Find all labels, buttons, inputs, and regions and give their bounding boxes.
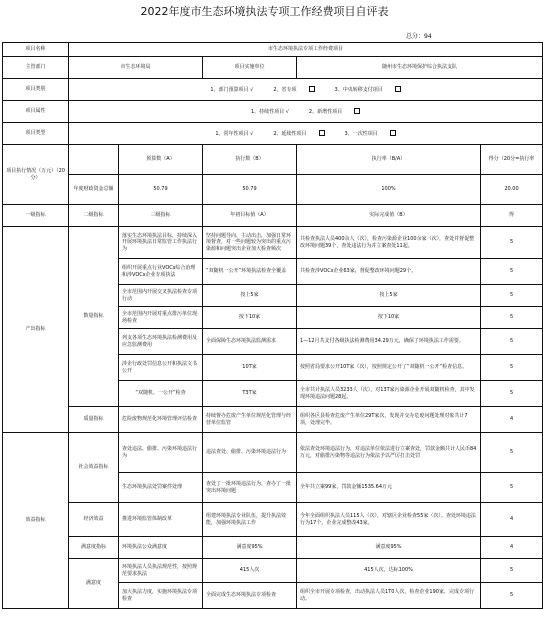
total-score: 总分：94 [406, 33, 432, 40]
type-option: 1、部门預算项目 √ [210, 86, 254, 93]
evaluation-table [2, 42, 543, 609]
row-score: 5 [481, 559, 543, 583]
hdr-lvl2: 二级指标 [69, 205, 119, 227]
budget-col-exec: 执行数（B） [203, 145, 297, 175]
budget-row-label: 年度财政资金总额 [69, 175, 119, 205]
checkbox-icon [309, 86, 315, 92]
row-score: 4 [481, 407, 543, 433]
impl-unit-label: 项目实施单位 [203, 57, 297, 79]
target-value: 全面完成生态环境执法专项检查 [203, 583, 297, 609]
actual-value: 按照省局要求公开10T家（次），按照规定公开了“双随机一公开”检查信息。 [297, 355, 481, 381]
row-score: 5 [481, 583, 543, 609]
target-value: 按下10家 [203, 307, 297, 329]
target-value: 查处了一批环境违法行为，查办了一批突出环境问题 [203, 473, 297, 503]
hdr-lvl1: 一级指标 [3, 205, 69, 227]
actual-value: 全年共立案99家，罚款金额1535.64万元 [297, 473, 481, 503]
kind-label: 项目类型 [3, 123, 69, 145]
project-name-label: 项目名称 [3, 43, 69, 57]
budget-col-score: 得分（20分=执行率 [481, 145, 543, 175]
row-budget [3, 175, 543, 205]
actual-value: 全市共计执法人员3233人（次），对13T家污染源企业开展双随机检查，其中发现环境违法问题28起。 [297, 381, 481, 407]
actual-value: 满意度95% [297, 537, 481, 559]
target-value: 违法查处、偷排、污染环境违法行为 [203, 433, 297, 473]
target-value: “双随机一公开”环境执法检查全覆盖 [203, 259, 297, 285]
impl-unit-value: 随州市生态环境保护综合执法支队 [297, 57, 543, 79]
target-value: 坚持问题导向、主动出击，加强日常环境督查，对一些问题较为突出的重点污染源和问题突出企业加大检查频次 [203, 227, 297, 259]
target-value: 满意度95% [203, 537, 297, 559]
target-value: 持续督办危废产生单位规范化管理与经营单位监管 [203, 407, 297, 433]
budget-plan: 50.79 [119, 175, 203, 205]
indicator: 推进环境监管体制改革 [119, 503, 203, 537]
row-score: 5 [481, 381, 543, 407]
kind-option: 3、一次性项目 [344, 130, 378, 137]
row-indicator-header [3, 205, 543, 227]
budget-col-plan: 预算数（A） [119, 145, 203, 175]
budget-score: 20.00 [481, 175, 543, 205]
attr-label: 项目属性 [3, 101, 69, 123]
actual-value: 415人次，达标100% [297, 559, 481, 583]
row-project-name [3, 43, 543, 57]
row-score: 5 [481, 259, 543, 285]
checkbox-icon [354, 108, 360, 114]
actual-value: 按上5家 [297, 285, 481, 307]
row-score: 5 [481, 227, 543, 259]
type-option: 2、省专项 [273, 86, 297, 93]
budget-rate: 100% [297, 175, 481, 205]
checkbox-icon [395, 86, 401, 92]
actual-value: 组织全市开展专项检查，出动执法人员1T0人次，检查企业190家，完成专项行动。 [297, 583, 481, 609]
actual-value: 依法查处环境违法行为，对违法单位依法进行立案查处，罚款金额共计人民币84万元，对偷排污染物等违法行为依法予以严厉打击处罚 [297, 433, 481, 473]
row-budget-header [3, 145, 543, 175]
target-value: 按上5家 [203, 285, 297, 307]
type-options [69, 79, 543, 101]
attr-options [69, 101, 543, 123]
group-output: 产出指标 [3, 227, 69, 433]
table-row [3, 503, 543, 537]
hdr-lvl3: 三级指标 [119, 205, 203, 227]
type-label: 项目类别 [3, 79, 69, 101]
hdr-score: 得 [481, 205, 543, 227]
page-title: 2022年度市生态环境执法专项工作经费项目自评表 [140, 5, 389, 18]
row-score: 4 [481, 503, 543, 537]
target-value: T3T家 [203, 381, 297, 407]
indicator: 环境执法公众满意度 [119, 537, 203, 559]
group-social: 社会效益指标 [69, 433, 119, 503]
group-qty: 数量指标 [69, 227, 119, 407]
budget-label: 项目执行情况（万元）（20分） [3, 145, 69, 205]
row-score: 5 [481, 355, 543, 381]
row-score: 5 [481, 329, 543, 355]
table-row [3, 559, 543, 583]
hdr-target: 年初目标值（A） [203, 205, 297, 227]
indicator: 生态环境执法处罚案件处理 [119, 473, 203, 503]
type-option: 3、中央转移支付项目 [334, 86, 383, 93]
indicator: 组织开展重点行业VOCs综合治理和涉VOCs企业专项执法 [119, 259, 203, 285]
target-value: 10T家 [203, 355, 297, 381]
row-kind [3, 123, 543, 145]
project-name: 市生态环境执法专项工作经费项目 [69, 43, 543, 57]
actual-value: 共检查执法人员400余人（次），检查污染源企业100余家（次），查处并督促整改环境问题39个，查处违法行为并立案查处11起。 [297, 227, 481, 259]
row-score: 4 [481, 537, 543, 559]
actual-value: 按下10家 [297, 307, 481, 329]
indicator: “双随机、一公开”检查 [119, 381, 203, 407]
attr-option: 2、新增性项目 [308, 108, 343, 115]
kind-options [69, 123, 543, 145]
kind-option: 1、常年性项目 √ [215, 130, 254, 137]
group-effect: 效益指标 [3, 433, 69, 609]
indicator: 列支各项生态环境执法检测费用及应急监测费用 [119, 329, 203, 355]
indicator: 环境执法人员执法规范性，按照规范要求执法 [119, 559, 203, 583]
row-attr [3, 101, 543, 123]
table-row [3, 433, 543, 473]
indicator: 全市范围内开展对重点排污单位现场检查 [119, 307, 203, 329]
table-row [3, 537, 543, 559]
dept-value: 市生态环境局 [69, 57, 203, 79]
actual-value: 组织各区县检查危废产生单位29T家次，发现并交办危废问题处理对象共计7项，处理完毕。 [297, 407, 481, 433]
group-quality: 质量指标 [69, 407, 119, 433]
row-score: 5 [481, 285, 543, 307]
attr-option: 1、持续性项目 √ [250, 108, 289, 115]
actual-value: 共检查涉VOCs企业63家，督促整改环境问题29个。 [297, 259, 481, 285]
table-row [3, 227, 543, 259]
budget-exec: 50.79 [203, 175, 297, 205]
checkbox-icon [390, 130, 396, 136]
target-value: 全面保障生态环境执法监测需求 [203, 329, 297, 355]
indicator: 危险废物规范化环境管理评估检查 [119, 407, 203, 433]
actual-value: 1—12月共支付各级执法检测费用34.29万元，确保了环境执法工作需要。 [297, 329, 481, 355]
group-sat-sub: 满意度 [69, 559, 119, 609]
group-satisfaction: 满意度指标 [69, 537, 119, 559]
row-score: 5 [481, 473, 543, 503]
indicator: 加大执法力度，实施环境执法专项检查 [119, 583, 203, 609]
row-dept [3, 57, 543, 79]
target-value: 415人次 [203, 559, 297, 583]
indicator: 查处违法、偷排、污染环境违法行为 [119, 433, 203, 473]
row-score: 5 [481, 307, 543, 329]
indicator: 涉企行政处罚信息公开和执法文书公开 [119, 355, 203, 381]
group-eco: 经济效益 [69, 503, 119, 537]
budget-col-rate: 执行率（B/A） [297, 145, 481, 175]
indicator: 全市范围内开展交叉执法检查专项行动 [119, 285, 203, 307]
table-row [3, 407, 543, 433]
checkbox-icon [319, 130, 325, 136]
target-value: 组建环境执法专业队伍，提升执法效能，加强环境执法工作 [203, 503, 297, 537]
row-type [3, 79, 543, 101]
dept-label: 主管部门 [3, 57, 69, 79]
actual-value: 今年全面组织执法人员115人（次），对辖区企业检查55家（次）。查处环境违法行为17个，企业完成整改43家。 [297, 503, 481, 537]
kind-option: 2、延续性项目 [273, 130, 307, 137]
row-score: 5 [481, 433, 543, 473]
indicator: 落实生态环境执法目标，持续深入开展环境执法日常监管工作执法行为 [119, 227, 203, 259]
hdr-actual: 实际完成值（B） [297, 205, 481, 227]
